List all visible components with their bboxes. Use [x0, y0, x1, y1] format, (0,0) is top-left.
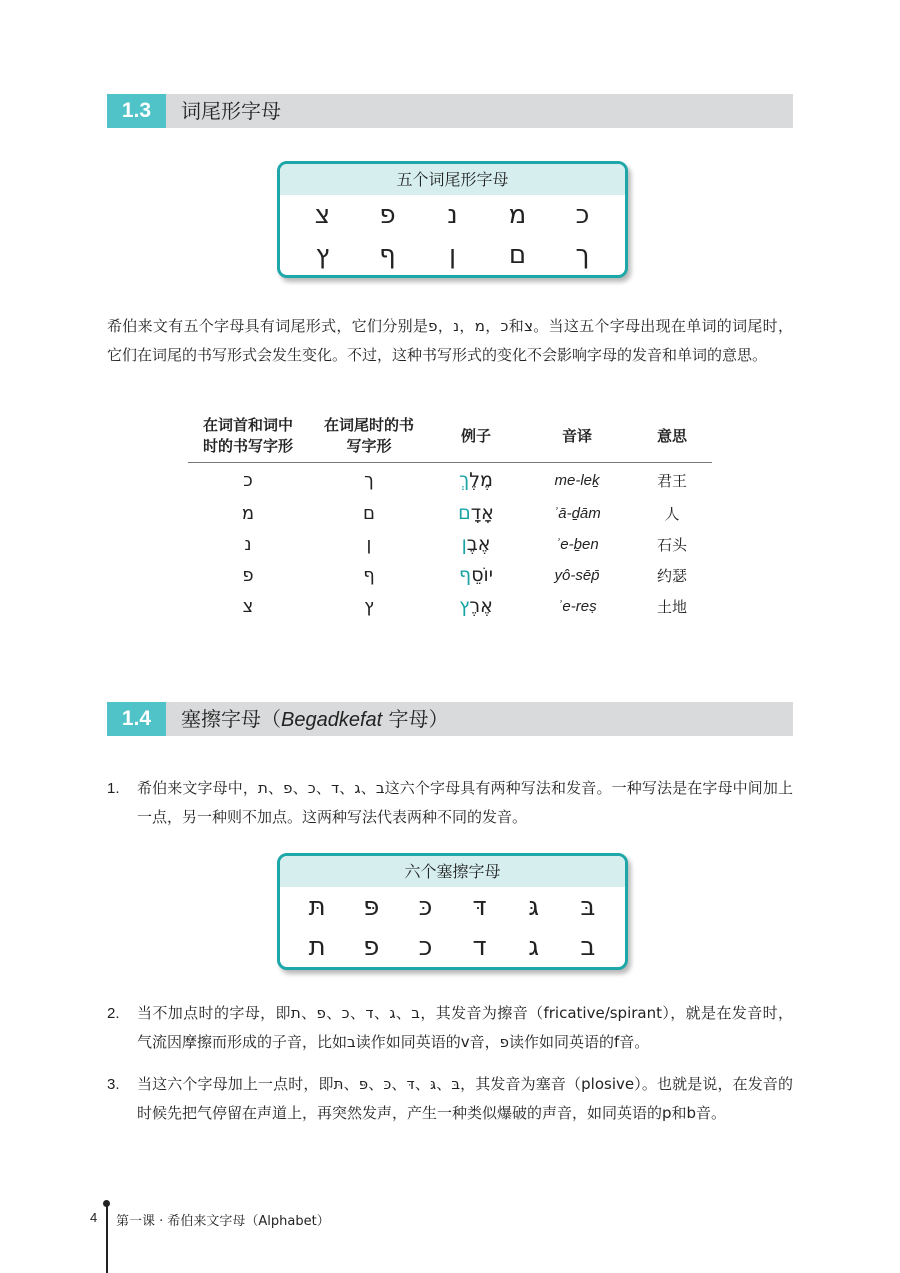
plain-letters-row [280, 927, 625, 967]
section-header-1-3 [107, 94, 793, 128]
dagesh-letters-row [280, 887, 625, 927]
final-letters-box [277, 161, 628, 278]
letter: צ [314, 200, 331, 230]
nonfinal-letters-row [280, 195, 625, 235]
section-header-1-4 [107, 702, 793, 736]
section-number: 1.4 [107, 702, 166, 736]
letter: ן [448, 240, 457, 270]
example-word: אָדָם [458, 502, 494, 524]
table-header-row [188, 410, 712, 463]
table-row: כ ך מֶלֶךְ me-leḵ 君王 [188, 463, 712, 498]
letter: כּ [418, 892, 433, 922]
table-row: פ ף יוֹסֵף yô-sēp̄ 约瑟 [188, 560, 712, 591]
section-title: 词尾形字母 [181, 99, 281, 123]
letter: פ [379, 200, 396, 230]
column-header: 在词尾时的书写字形 [323, 416, 414, 455]
letter: דּ [472, 892, 487, 922]
example-word: אֶרֶץ [459, 595, 493, 617]
example-word: מֶלֶךְ [459, 469, 493, 492]
table-row: מ ם אָדָם ʾā-ḏām 人 [188, 498, 712, 529]
letter: ם [508, 240, 527, 270]
numbered-item-2: 2. 当不加点时的字母，即ב、ג、ד、כ、פ、ת，其发音为擦音（fricative/spirant），就是在发音时，气流因摩擦而形成的子音，比如ב读作如同英语的v音，פ读作如同英语的f音。 [107, 1004, 793, 1051]
column-header: 意思 [656, 426, 687, 445]
section-title: 塞擦字母（Begadkefat 字母） [181, 707, 449, 731]
letter: גּ [528, 892, 540, 922]
begadkefat-box [277, 853, 628, 970]
letter: ב [580, 932, 596, 962]
example-word: אֶבֶן [461, 533, 491, 555]
table-row: נ ן אֶבֶן ʾe-ḇen 石头 [188, 529, 712, 560]
letter: פּ [363, 892, 380, 922]
letter: ך [575, 240, 590, 270]
page-number: 4 [90, 1210, 98, 1225]
letter: תּ [308, 892, 326, 922]
letter: כ [575, 200, 590, 230]
footer-rule [106, 1203, 108, 1273]
numbered-item-3: 3. 当这六个字母加上一点时，即בּ、גּ、דּ、כּ、פּ、תּ，其发音为塞音（plosive）。也就是说，在发音的时候先把气停留在声道上，再突然发声，产生一种类似爆破的声音，如同英语的p和b音。 [107, 1075, 793, 1122]
table-row: צ ץ אֶרֶץ ʾe-reṣ 土地 [188, 591, 712, 622]
letter: פ [363, 932, 380, 962]
letter: ד [472, 932, 487, 962]
letter: ג [528, 932, 540, 962]
numbered-item-1: 1. 希伯来文字母中，ב、ג、ד、כ、פ、ת这六个字母具有两种写法和发音。一种写法是在字母中间加上一点，另一种则不加点。这两种写法代表两种不同的发音。 [107, 779, 793, 826]
running-header: 第一课 · 希伯来文字母（Alphabet） [116, 1214, 330, 1229]
letter: ף [379, 240, 396, 270]
final-forms-paragraph: 希伯来文有五个字母具有词尾形式，它们分别是 כ，מ，נ，פ 和צ。当这五个字母出现在单词的词尾时，它们在词尾的书写形式会发生变化。不过，这种书写形式的变化不会影响字母的发音和单词的意思。 [107, 317, 793, 364]
section-number: 1.3 [107, 94, 166, 128]
column-header: 在词首和词中时的书写字形 [202, 416, 293, 455]
example-word: יוֹסֵף [459, 564, 493, 586]
final-forms-table [188, 410, 712, 622]
box-title: 五个词尾形字母 [280, 164, 625, 195]
letter: נ [447, 200, 458, 230]
final-letters-row [280, 235, 625, 275]
column-header: 例子 [460, 426, 491, 445]
letter: ץ [315, 240, 330, 270]
letter: כ [418, 932, 433, 962]
letter: מ [508, 200, 527, 230]
box-title: 六个塞擦字母 [280, 856, 625, 887]
letter: ת [308, 932, 326, 962]
letter: בּ [580, 892, 596, 922]
column-header: 音译 [561, 426, 592, 445]
